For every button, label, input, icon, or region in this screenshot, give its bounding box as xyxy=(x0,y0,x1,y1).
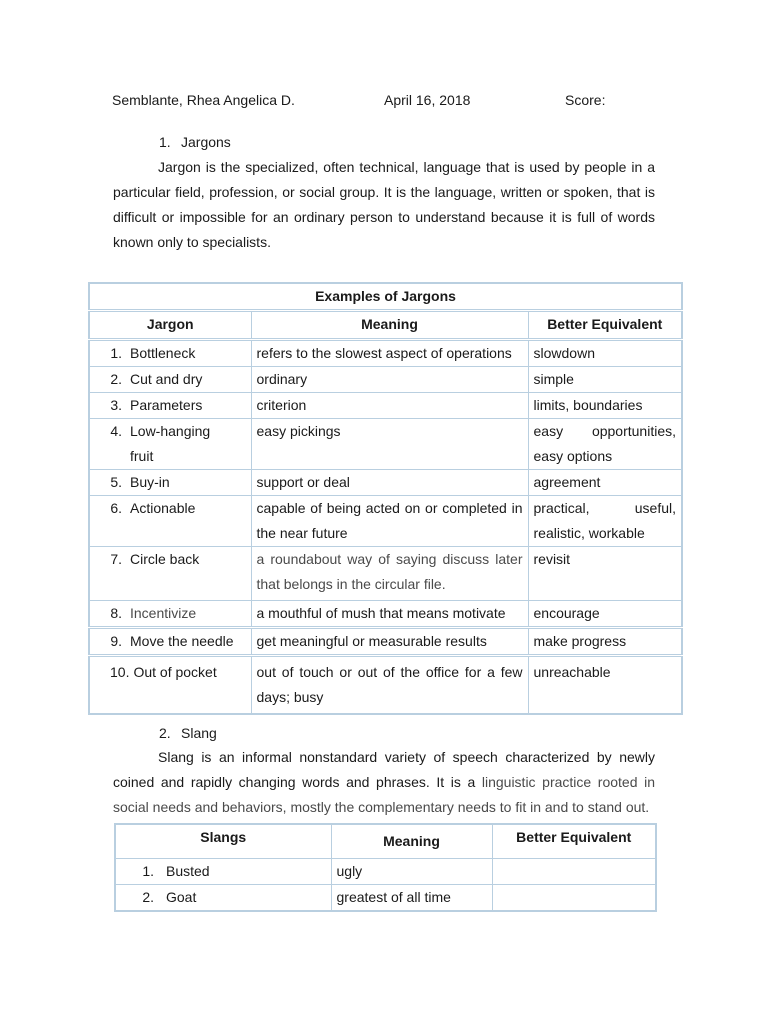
jargon-meaning: criterion xyxy=(251,393,528,419)
jargon-meaning: capable of being acted on or completed in the near future xyxy=(251,496,528,547)
jargon-term: Bottleneck xyxy=(130,345,196,361)
jargon-table-title: Examples of Jargons xyxy=(89,283,682,311)
jargon-term: Cut and dry xyxy=(130,371,203,387)
section-2-title xyxy=(159,725,217,741)
jargon-header-meaning: Meaning xyxy=(251,311,528,340)
row-number: 9. xyxy=(110,633,122,649)
section-2-paragraph-part1: Slang is an informal nonstandard variety of speech characterized by newly coined and rapidly changing words and phrases. It is a xyxy=(113,749,655,790)
section-2-number: 2. xyxy=(159,725,171,741)
section-1-heading: Jargons xyxy=(181,134,231,150)
section-1-number: 1. xyxy=(159,134,171,150)
jargon-equivalent: encourage xyxy=(528,601,682,628)
jargon-equivalent: simple xyxy=(528,367,682,393)
jargon-term: Incentivize xyxy=(130,605,197,621)
slang-equivalent xyxy=(492,859,656,885)
row-number: 8. xyxy=(110,605,122,621)
jargon-meaning: get meaningful or measurable results xyxy=(251,628,528,656)
table-row xyxy=(89,656,682,715)
slang-header-meaning: Meaning xyxy=(331,824,492,859)
student-name: Semblante, Rhea Angelica D. xyxy=(112,92,295,108)
jargon-term: Parameters xyxy=(130,397,203,413)
slang-term: Goat xyxy=(166,889,197,905)
table-row xyxy=(89,470,682,496)
table-row xyxy=(89,547,682,601)
table-row xyxy=(115,859,656,885)
table-row xyxy=(89,367,682,393)
row-number: 6. xyxy=(110,500,122,516)
jargon-meaning: a mouthful of mush that means motivate xyxy=(251,601,528,628)
row-number: 4. xyxy=(110,423,122,439)
jargon-meaning: easy pickings xyxy=(251,419,528,470)
section-2-heading: Slang xyxy=(181,725,217,741)
document-date: April 16, 2018 xyxy=(384,92,471,108)
row-number: 1. xyxy=(142,863,154,879)
table-row xyxy=(89,496,682,547)
jargon-term: Actionable xyxy=(130,500,196,516)
table-row xyxy=(89,601,682,628)
section-1-title xyxy=(159,134,231,150)
jargon-equivalent: revisit xyxy=(528,547,682,601)
row-number: 3. xyxy=(110,397,122,413)
jargon-meaning: support or deal xyxy=(251,470,528,496)
jargon-term: Move the needle xyxy=(130,633,234,649)
slang-header-equivalent: Better Equivalent xyxy=(492,824,656,859)
row-number: 1. xyxy=(110,345,122,361)
slang-header-term: Slangs xyxy=(115,824,331,859)
jargon-term: Circle back xyxy=(130,551,200,567)
row-number: 5. xyxy=(110,474,122,490)
jargon-header-equivalent: Better Equivalent xyxy=(528,311,682,340)
section-1-paragraph: Jargon is the specialized, often technical, language that is used by people in a particular field, profession, or social group. It is the language, written or spoken, that is difficult or impossible for an ordinary person to understand because it is full of words known only to specialists. xyxy=(113,159,655,250)
row-number: 7. xyxy=(110,551,122,567)
jargon-table xyxy=(88,282,683,715)
slang-meaning: greatest of all time xyxy=(331,885,492,912)
jargon-term: Buy-in xyxy=(130,474,170,490)
table-row xyxy=(89,393,682,419)
table-row xyxy=(115,885,656,912)
table-row xyxy=(89,340,682,367)
jargon-equivalent: practical, useful, realistic, workable xyxy=(528,496,682,547)
document-header xyxy=(112,92,672,112)
jargon-meaning: refers to the slowest aspect of operations xyxy=(251,340,528,367)
jargon-meaning: out of touch or out of the office for a few days; busy xyxy=(251,656,528,715)
score-label: Score: xyxy=(565,92,606,108)
jargon-header-term: Jargon xyxy=(89,311,251,340)
jargon-equivalent: easy opportunities, easy options xyxy=(528,419,682,470)
table-row xyxy=(89,628,682,656)
section-2-paragraph xyxy=(113,745,655,820)
row-number: 2. xyxy=(110,371,122,387)
jargon-equivalent: unreachable xyxy=(528,656,682,715)
section-2-paragraph-part2: linguistic practice rooted in social needs and behaviors, mostly the complementary needs to fit in and to stand out. xyxy=(113,774,655,815)
row-number: 2. xyxy=(142,889,154,905)
jargon-term: Out of pocket xyxy=(133,664,217,680)
row-number: 10. xyxy=(110,664,130,680)
jargon-equivalent: slowdown xyxy=(528,340,682,367)
table-row xyxy=(89,419,682,470)
jargon-equivalent: agreement xyxy=(528,470,682,496)
jargon-meaning: a roundabout way of saying discuss later that belongs in the circular file. xyxy=(251,547,528,601)
slang-equivalent xyxy=(492,885,656,912)
jargon-equivalent: make progress xyxy=(528,628,682,656)
jargon-equivalent: limits, boundaries xyxy=(528,393,682,419)
slang-table xyxy=(114,823,657,912)
slang-term: Busted xyxy=(166,863,210,879)
jargon-meaning: ordinary xyxy=(251,367,528,393)
jargon-term: Low-hanging fruit xyxy=(130,423,211,464)
slang-meaning: ugly xyxy=(331,859,492,885)
